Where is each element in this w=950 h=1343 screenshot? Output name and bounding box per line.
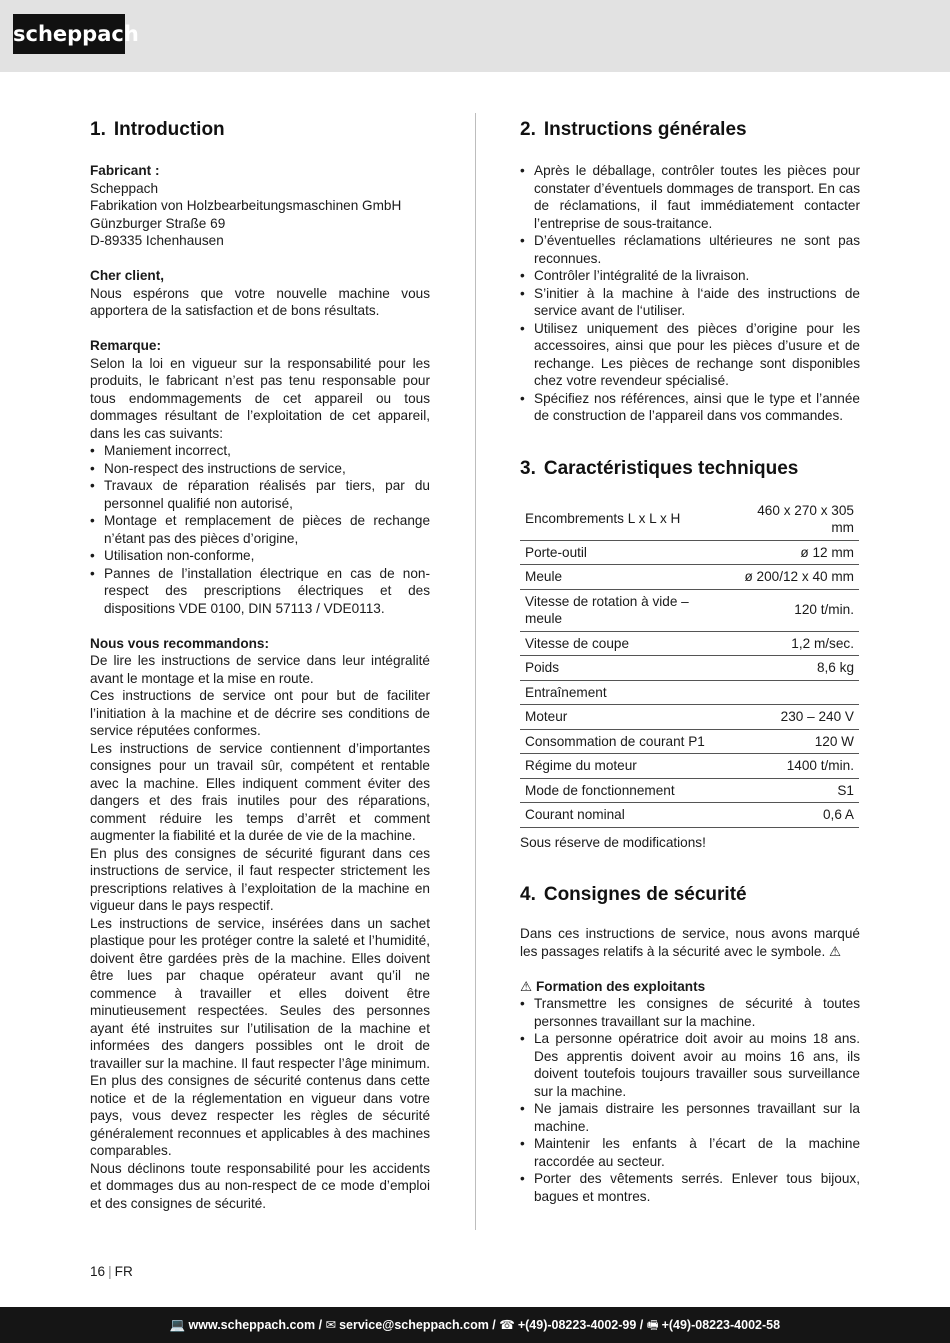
spec-value: 1400 t/min.: [730, 754, 859, 779]
table-row: [520, 729, 859, 754]
scheppach-logo: scheppach: [13, 14, 125, 54]
table-row: [520, 778, 859, 803]
spec-value: 0,6 A: [730, 803, 859, 828]
section-title: Introduction: [113, 119, 225, 140]
email-link[interactable]: service@scheppach.com: [339, 1318, 489, 1332]
list-item: • Spécifiez nos références, ainsi que le type et l’année de construction de l’appareil dans vos commandes.: [520, 390, 860, 425]
training-label: [520, 978, 860, 996]
spec-value: ø 200/12 x 40 mm: [730, 565, 859, 590]
recommend-paragraph: En plus des consignes de sécurité contenus dans cette notice et de la réglementation en vigueur dans votre pays, vous devez respecter les règles de sécurité généralement reconnues et applicables à des machines comparables.: [90, 1073, 430, 1158]
warning-icon: ⚠: [829, 943, 842, 959]
remark-text: Selon la loi en vigueur sur la responsabilité pour les produits, le fabricant n’est pas tenu responsable pour tous endommagements de cet appareil ou tous dommages résultant de l’exploitation de cet appareil, dans les cas suivants:: [90, 355, 430, 441]
spec-value: [730, 680, 859, 705]
list-item: • Contrôler l’intégralité de la livraison.: [520, 267, 860, 285]
table-row: [520, 705, 859, 730]
table-row: [520, 565, 859, 590]
section-title: Consignes de sécurité: [543, 884, 747, 905]
table-row: [520, 540, 859, 565]
recommend-paragraph: En plus des consignes de sécurité figurant dans ces instructions de service, il faut respecter strictement les prescriptions relatives à l’exploitation de la machine en vigueur dans le pays respectif.: [90, 845, 430, 913]
page-footer-number: 16 | FR: [90, 1264, 133, 1279]
spec-label: Régime du moteur: [520, 754, 730, 779]
spec-value: 120 W: [730, 729, 859, 754]
list-item: • S’initier à la machine à l‘aide des instructions de service avant de l‘utiliser.: [520, 285, 860, 320]
contact-footer-bar: [0, 1307, 950, 1343]
section-number: 4.: [520, 884, 536, 905]
address-line: D-89335 Ichenhausen: [90, 233, 224, 248]
spec-value: 120 t/min.: [730, 589, 859, 631]
list-item: • La personne opératrice doit avoir au moins 18 ans. Des apprentis doivent avoir au moins 16 ans, ils doivent toutefois toujours travailler sous surveillance sur la machine.: [520, 1030, 860, 1100]
spec-value: 460 x 270 x 305 mm: [730, 499, 859, 541]
recommend-paragraph: De lire les instructions de service dans leur intégralité avant le montage et la mise en route.: [90, 653, 430, 686]
spec-value: 1,2 m/sec.: [730, 631, 859, 656]
phone-number: +(49)-08223-4002-99: [517, 1318, 637, 1332]
recommend-paragraph: Les instructions de service contiennent d’importantes consignes pour un travail sûr, compétent et rentable avec la machine. Elles indiquent comment éviter des dangers et des frais inutiles pour des réparations, comment réduire les temps d’arrêt et comment augmenter la fiabilité et la durée de vie de la machine.: [90, 740, 430, 843]
section-general-heading: [520, 118, 860, 142]
spec-label: Entraînement: [520, 680, 730, 705]
list-item: • Maniement incorrect,: [90, 442, 430, 460]
section-title: Instructions générales: [543, 119, 747, 140]
specs-table: [520, 499, 859, 828]
training-label-text: Formation des exploitants: [535, 978, 706, 994]
spec-label: Courant nominal: [520, 803, 730, 828]
spec-label: Encombrements L x L x H: [520, 499, 730, 541]
manufacturer-label: Fabricant :: [90, 163, 160, 178]
header-bar: [0, 0, 950, 72]
spec-label: Vitesse de rotation à vide – meule: [520, 589, 730, 631]
address-line: Günzburger Straße 69: [90, 215, 226, 231]
spec-value: S1: [730, 778, 859, 803]
spec-value: ø 12 mm: [730, 540, 859, 565]
recommend-label: Nous vous recommandons:: [90, 635, 270, 651]
general-instructions-list: [520, 162, 860, 425]
section-safety-heading: [520, 883, 860, 907]
table-row: [520, 680, 859, 705]
section-number: 3.: [520, 457, 536, 479]
remark-label: Remarque:: [90, 338, 162, 353]
list-item: • Maintenir les enfants à l’écart de la machine raccordée au secteur.: [520, 1135, 860, 1170]
table-row: [520, 631, 859, 656]
spec-label: Meule: [520, 565, 730, 590]
section-number: 1.: [90, 119, 106, 140]
list-item: • Montage et remplacement de pièces de rechange n’étant pas des pièces d’origine,: [90, 512, 430, 547]
list-item: • Ne jamais distraire les personnes travaillant sur la machine.: [520, 1100, 860, 1135]
table-row: [520, 803, 859, 828]
section-specs-heading: [520, 457, 860, 481]
training-list: [520, 995, 860, 1205]
website-link[interactable]: www.scheppach.com: [188, 1318, 316, 1332]
fax-icon: 🖷: [646, 1318, 659, 1332]
list-item: • Après le déballage, contrôler toutes les pièces pour constater d’éventuels dommages de transport. En cas de réclamations, il faut immédiatement contacter l’entreprise de sous-traitance.: [520, 162, 860, 232]
left-column: [90, 118, 430, 1212]
list-item: • Pannes de l’installation électrique en cas de non-respect des prescriptions électriques et des dispositions VDE 0100, DIN 57113 / VDE0113.: [90, 565, 430, 618]
section-title: Caractéristiques techniques: [543, 457, 799, 479]
address-line: Fabrikation von Holzbearbeitungsmaschinen GmbH: [90, 198, 402, 213]
spec-label: Moteur: [520, 705, 730, 730]
spec-value: 230 – 240 V: [730, 705, 859, 730]
page-number: 16: [90, 1264, 106, 1279]
manufacturer-address: [90, 180, 430, 250]
right-column: [520, 118, 860, 1205]
list-item: • Utilisez uniquement des pièces d’origine pour les accessoires, ainsi que pour les pièces d’usure et de rechange. Les pièces de rechange sont disponibles chez votre revendeur spécialisé.: [520, 320, 860, 390]
fax-number: +(49)-08223-4002-58: [661, 1318, 781, 1332]
mail-icon: ✉: [325, 1318, 337, 1332]
column-divider: [475, 113, 476, 1230]
specs-note: Sous réserve de modifications!: [520, 834, 706, 850]
section-introduction-heading: [90, 118, 430, 142]
recommend-paragraph: Les instructions de service, insérées dans un sachet plastique pour les protéger contre la saleté et l’humidité, doivent être gardées près de la machine. Elles doivent être lues par chaque opérateur avant qu’il ne commence à travailler et elles doivent être minutieusement respectées. Seules des personnes ayant été instruites sur l’utilisation de la machine et informées des dangers possibles ont le droit de travailler sur la machine. Il faut respecter l’âge minimum.: [90, 915, 430, 1071]
spec-label: Vitesse de coupe: [520, 631, 730, 656]
safety-intro: [520, 925, 860, 960]
warning-icon: ⚠: [520, 978, 533, 994]
computer-icon: 💻: [169, 1318, 186, 1332]
list-item: • Utilisation non-conforme,: [90, 547, 430, 565]
recommend-paragraph: Nous déclinons toute responsabilité pour les accidents et dommages dus au non-respect de ce mode d’emploi et des consignes de sécurité.: [90, 1160, 430, 1211]
phone-icon: ☎: [499, 1318, 515, 1332]
table-row: [520, 754, 859, 779]
section-number: 2.: [520, 119, 536, 140]
spec-label: Porte-outil: [520, 540, 730, 565]
list-item: • Travaux de réparation réalisés par tiers, par du personnel qualifié non autorisé,: [90, 477, 430, 512]
recommend-paragraph: Ces instructions de service ont pour but de faciliter l’initiation à la machine et de décrire ses conditions de service réputées conformes.: [90, 688, 430, 738]
spec-label: Consommation de courant P1: [520, 729, 730, 754]
spec-label: Poids: [520, 656, 730, 681]
table-row: [520, 656, 859, 681]
client-text: Nous espérons que votre nouvelle machine vous apportera de la satisfaction et de bons résultats.: [90, 285, 430, 318]
table-row: [520, 499, 859, 541]
client-label: Cher client,: [90, 268, 165, 283]
address-line: Scheppach: [90, 180, 159, 196]
spec-label: Mode de fonctionnement: [520, 778, 730, 803]
table-row: [520, 589, 859, 631]
list-item: • Porter des vêtements serrés. Enlever tous bijoux, bagues et montres.: [520, 1170, 860, 1205]
spec-value: 8,6 kg: [730, 656, 859, 681]
list-item: • Non-respect des instructions de service,: [90, 460, 430, 478]
list-item: • D’éventuelles réclamations ultérieures ne sont pas reconnues.: [520, 232, 860, 267]
contact-line: 💻 www.scheppach.com / ✉ service@scheppach.com / ☎ +(49)-08223-4002-99 / 🖷 +(49)-08223-4002-58: [169, 1318, 781, 1332]
language-code: FR: [114, 1264, 133, 1279]
safety-intro-text: Dans ces instructions de service, nous avons marqué les passages relatifs à la sécurité avec le symbole.: [520, 926, 860, 959]
list-item: • Transmettre les consignes de sécurité à toutes personnes travaillant sur la machine.: [520, 995, 860, 1030]
remark-list: [90, 442, 430, 617]
